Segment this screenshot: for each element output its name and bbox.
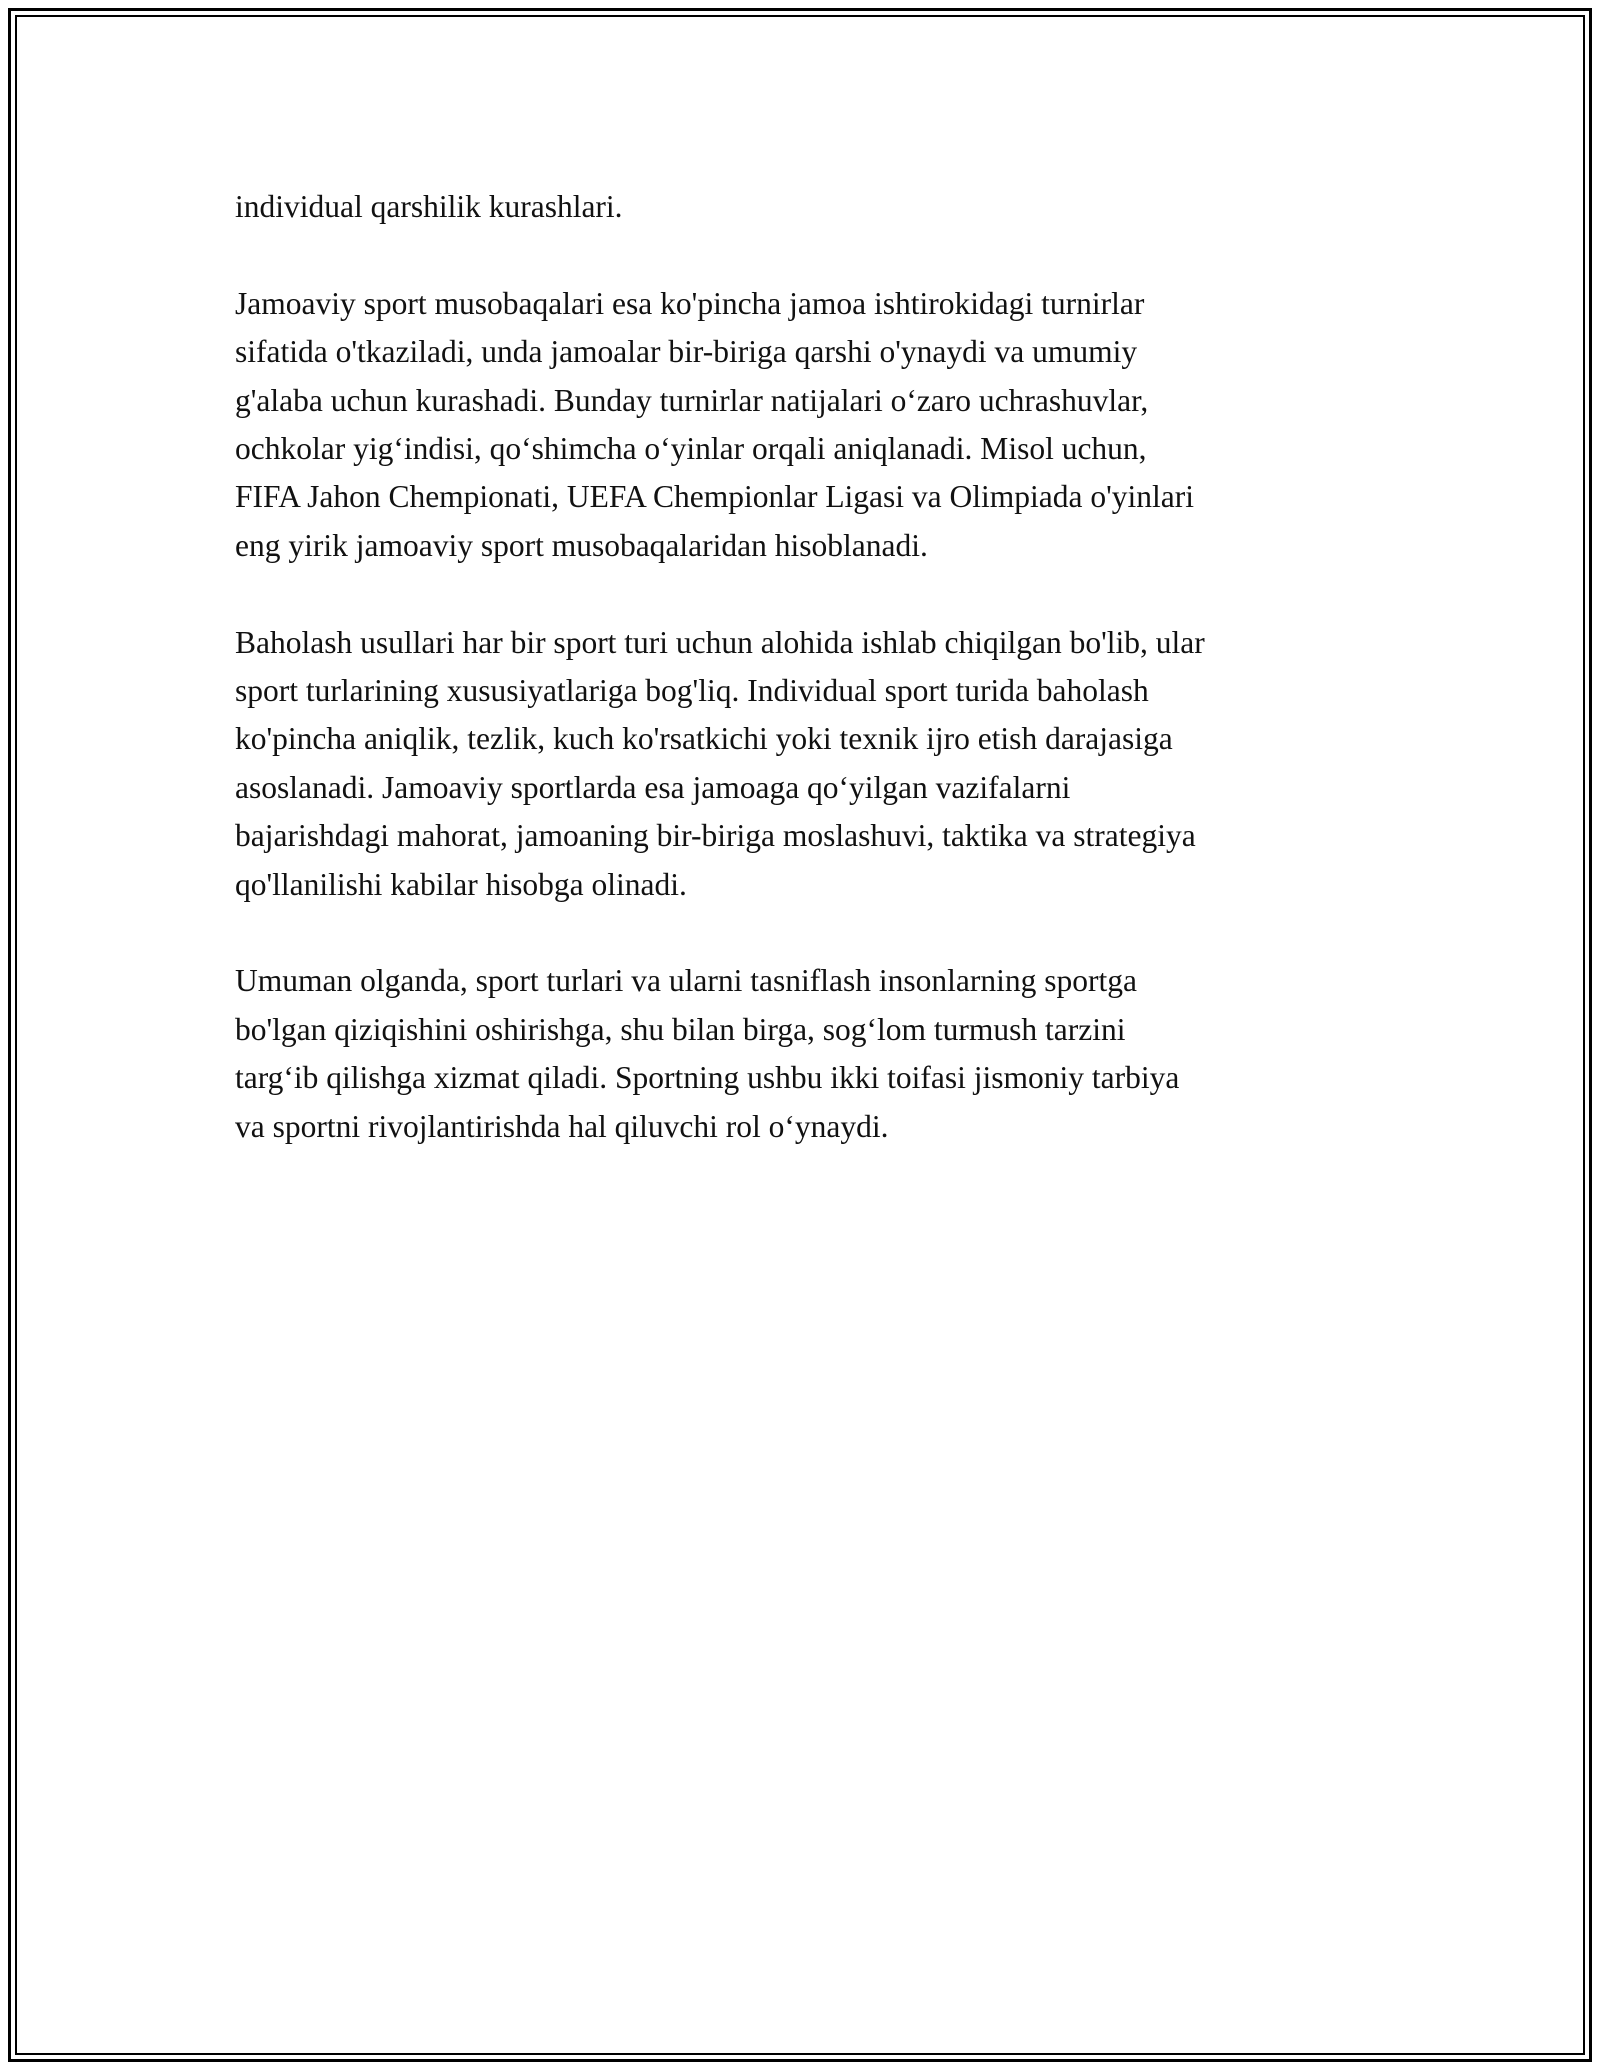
- document-body: [235, 183, 1375, 1151]
- paragraph-continuation: individual qarshilik kurashlari.: [235, 189, 623, 224]
- paragraph-conclusion: Umuman olganda, sport turlari va ularni tasniflash insonlarning sportga bo'lgan qiziqishini oshirishga, shu bilan birga, sog‘lom turmush tarzini targ‘ib qilishga xizmat qiladi. Sportning ushbu ikki toifasi jismoniy tarbiya va sportni rivojlantirishda hal qiluvchi rol o‘ynaydi.: [235, 963, 1180, 1144]
- paragraph-team-competitions: Jamoaviy sport musobaqalari esa ko'pincha jamoa ishtirokidagi turnirlar sifatida o'tkaziladi, unda jamoalar bir-biriga qarshi o'ynaydi va umumiy g'alaba uchun kurashadi. Bunday turnirlar natijalari o‘zaro uchrashuvlar, ochkolar yig‘indisi, qo‘shimcha o‘yinlar orqali aniqlanadi. Misol uchun, FIFA Jahon Chempionati, UEFA Chempionlar Ligasi va Olimpiada o'yinlari eng yirik jamoaviy sport musobaqalaridan hisoblanadi.: [235, 285, 1195, 563]
- paragraph-assessment-methods: Baholash usullari har bir sport turi uchun alohida ishlab chiqilgan bo'lib, ular sport turlarining xususiyatlariga bog'liq. Individual sport turida baholash ko'pincha aniqlik, tezlik, kuch ko'rsatkichi yoki texnik ijro etish darajasiga asoslanadi. Jamoaviy sportlarda esa jamoaga qo‘yilgan vazifalarni bajarishdagi mahorat, jamoaning bir-biriga moslashuvi, taktika va strategiya qo'llanilishi kabilar hisobga olinadi.: [235, 624, 1205, 902]
